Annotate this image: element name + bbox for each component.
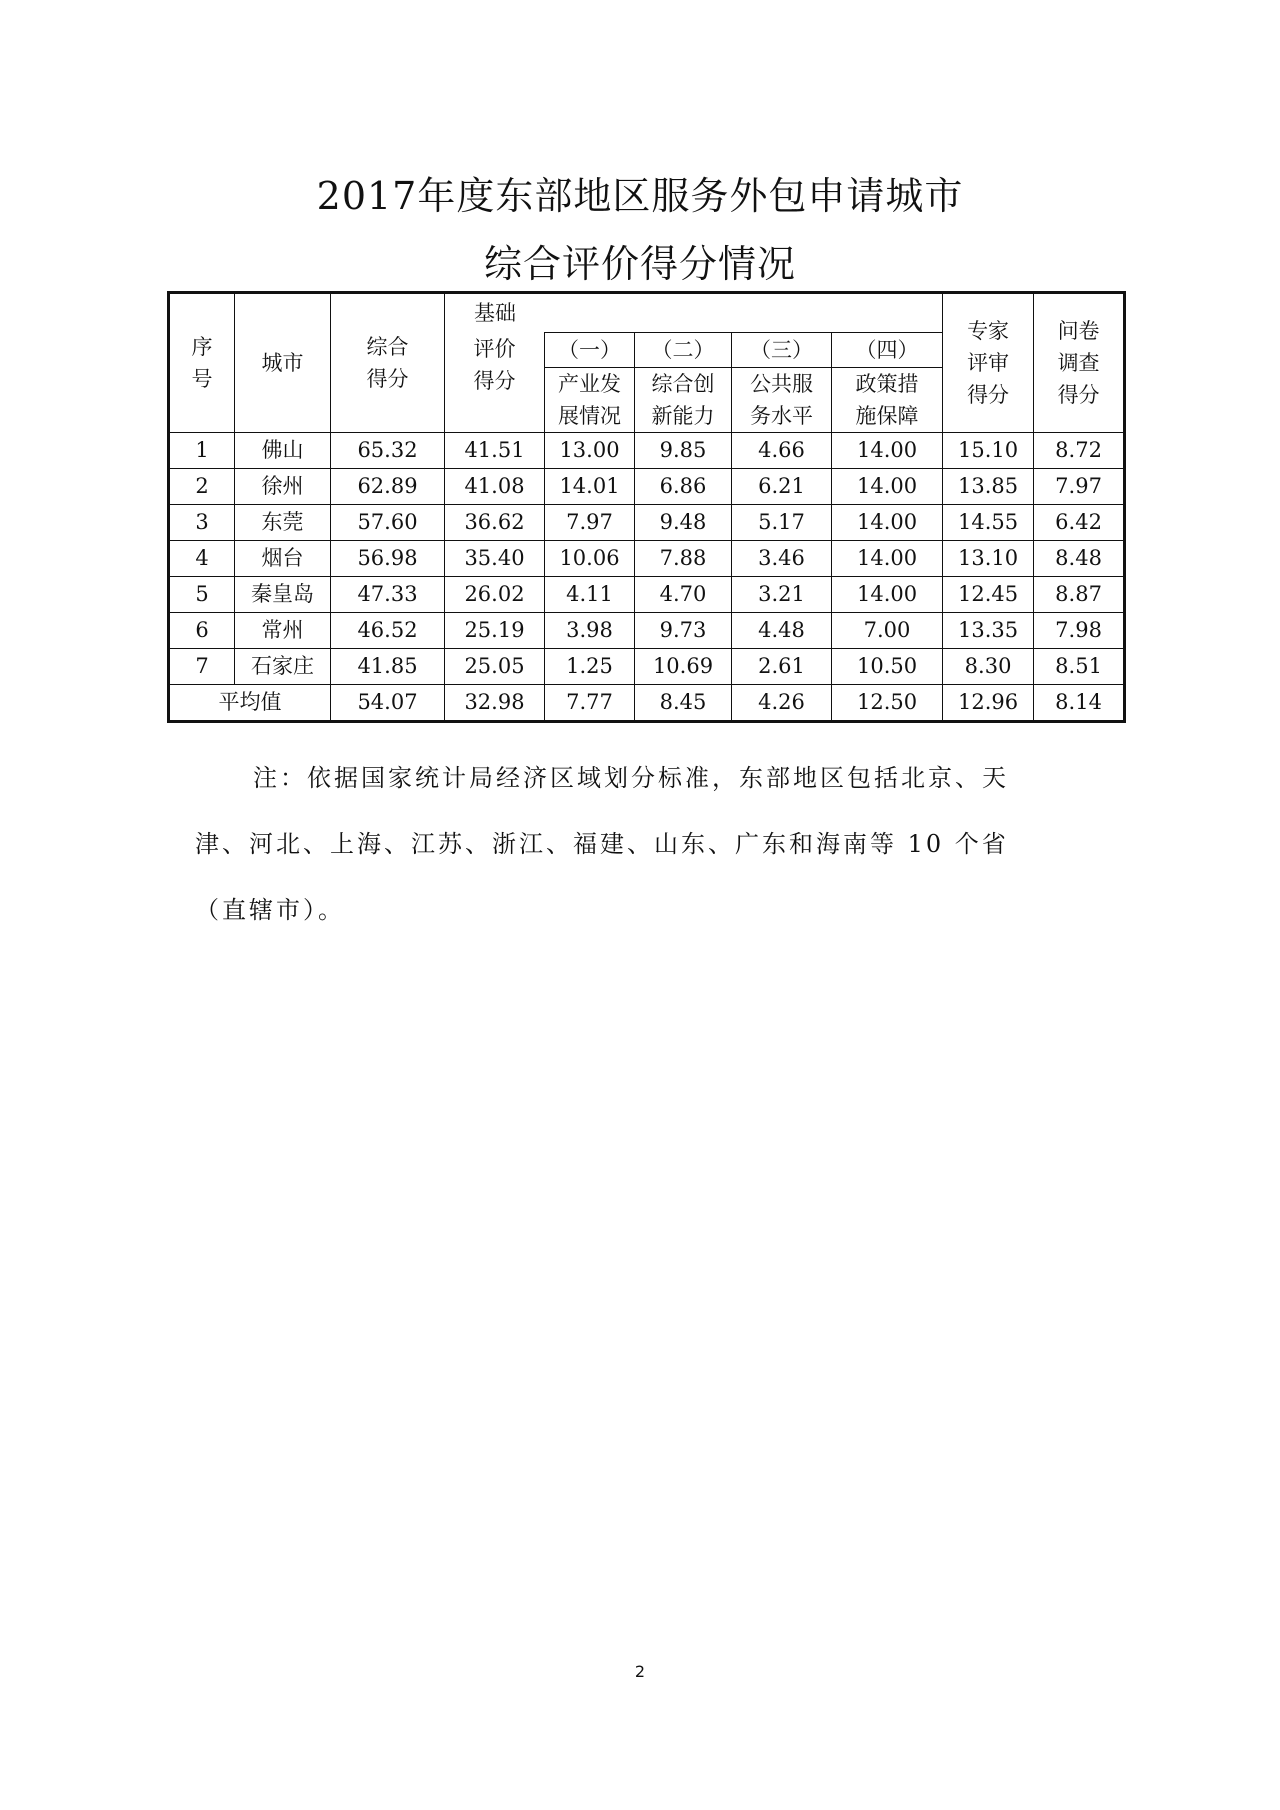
cell-sub1: 10.06 (545, 541, 635, 577)
cell-sub3: 5.17 (732, 505, 832, 541)
cell-sub4: 14.00 (832, 433, 943, 469)
cell-sub3: 3.21 (732, 577, 832, 613)
note-line3: （直辖市）。 (195, 896, 345, 924)
cell-sub4: 14.00 (832, 577, 943, 613)
cell-survey: 7.97 (1034, 469, 1125, 505)
header-basic-line2: 得分 (473, 368, 516, 393)
cell-basic: 25.05 (445, 649, 545, 685)
cell-city: 烟台 (235, 541, 331, 577)
cell-city: 东莞 (235, 505, 331, 541)
cell-seq: 2 (169, 469, 235, 505)
cell-avg-expert: 12.96 (943, 685, 1034, 722)
cell-sub1: 4.11 (545, 577, 635, 613)
header-sub1-line1: 产业发 (558, 372, 621, 396)
city-score-table (167, 291, 1126, 723)
cell-sub4: 14.00 (832, 541, 943, 577)
header-total-line1: 综合 (366, 335, 409, 359)
header-sub3-line2: 务水平 (750, 404, 813, 428)
cell-total: 41.85 (331, 649, 445, 685)
cell-expert: 13.85 (943, 469, 1034, 505)
cell-total: 57.60 (331, 505, 445, 541)
cell-sub3: 4.48 (732, 613, 832, 649)
cell-basic: 26.02 (445, 577, 545, 613)
header-sub1-line2: 展情况 (558, 404, 621, 428)
cell-sub1: 3.98 (545, 613, 635, 649)
header-basic-top: 基础 (474, 301, 516, 325)
header-sub2-line2: 新能力 (651, 404, 715, 428)
cell-basic: 35.40 (445, 541, 545, 577)
cell-survey: 8.51 (1034, 649, 1125, 685)
cell-avg-basic: 32.98 (445, 685, 545, 722)
cell-survey: 8.87 (1034, 577, 1125, 613)
cell-sub3: 3.46 (732, 541, 832, 577)
header-total-line2: 得分 (366, 367, 409, 391)
cell-survey: 6.42 (1034, 505, 1125, 541)
cell-sub4: 14.00 (832, 469, 943, 505)
header-survey-line3: 得分 (1057, 383, 1100, 407)
cell-expert: 13.10 (943, 541, 1034, 577)
cell-city: 秦皇岛 (235, 577, 331, 613)
table-row (169, 469, 1125, 505)
header-expert-line3: 得分 (967, 383, 1010, 407)
cell-total: 62.89 (331, 469, 445, 505)
cell-survey: 7.98 (1034, 613, 1125, 649)
cell-sub3: 6.21 (732, 469, 832, 505)
cell-sub2: 7.88 (635, 541, 732, 577)
table-row (169, 541, 1125, 577)
cell-seq: 3 (169, 505, 235, 541)
cell-sub4: 7.00 (832, 613, 943, 649)
cell-basic: 41.08 (445, 469, 545, 505)
cell-seq: 1 (169, 433, 235, 469)
header-total (331, 293, 445, 433)
cell-city: 佛山 (235, 433, 331, 469)
cell-avg-sub2: 8.45 (635, 685, 732, 722)
cell-expert: 14.55 (943, 505, 1034, 541)
cell-city: 石家庄 (235, 649, 331, 685)
header-sub3-num: （三） (732, 333, 832, 368)
document-title-line1: 2017年度东部地区服务外包申请城市 (316, 174, 964, 218)
table-row (169, 577, 1125, 613)
header-expert-line2: 评审 (967, 351, 1010, 375)
table-row (169, 613, 1125, 649)
cell-total: 47.33 (331, 577, 445, 613)
header-seq-line2: 号 (191, 367, 213, 391)
header-sub2 (635, 368, 732, 433)
document-title-line2: 综合评价得分情况 (483, 242, 796, 286)
table-row (169, 649, 1125, 685)
header-survey-line1: 问卷 (1057, 319, 1100, 343)
header-survey (1034, 293, 1125, 433)
header-basic (445, 333, 545, 433)
header-sub4-line1: 政策措 (855, 372, 919, 396)
header-sub3 (732, 368, 832, 433)
header-sub2-num: （二） (635, 333, 732, 368)
cell-expert: 13.35 (943, 613, 1034, 649)
cell-sub2: 10.69 (635, 649, 732, 685)
header-sub4-num: （四） (832, 333, 943, 368)
header-city-label: 城市 (261, 351, 304, 375)
header-sub1-num: （一） (545, 333, 635, 368)
cell-basic: 25.19 (445, 613, 545, 649)
cell-avg-total: 54.07 (331, 685, 445, 722)
cell-sub2: 6.86 (635, 469, 732, 505)
cell-average-label: 平均值 (169, 685, 331, 722)
header-seq-line1: 序 (191, 335, 213, 359)
cell-seq: 6 (169, 613, 235, 649)
average-row (169, 685, 1125, 722)
header-seq (169, 293, 235, 433)
cell-sub2: 9.85 (635, 433, 732, 469)
cell-expert: 12.45 (943, 577, 1034, 613)
cell-sub3: 2.61 (732, 649, 832, 685)
cell-expert: 15.10 (943, 433, 1034, 469)
cell-sub1: 7.97 (545, 505, 635, 541)
header-sub3-line1: 公共服 (750, 372, 813, 396)
header-expert-line1: 专家 (967, 319, 1010, 343)
cell-expert: 8.30 (943, 649, 1034, 685)
cell-sub2: 9.48 (635, 505, 732, 541)
header-city (235, 293, 331, 433)
cell-sub1: 1.25 (545, 649, 635, 685)
header-expert (943, 293, 1034, 433)
cell-avg-survey: 8.14 (1034, 685, 1125, 722)
cell-sub4: 14.00 (832, 505, 943, 541)
note-line1: 注：依据国家统计局经济区域划分标准，东部地区包括北京、天 (253, 764, 1009, 792)
cell-city: 常州 (235, 613, 331, 649)
cell-city: 徐州 (235, 469, 331, 505)
header-sub1 (545, 368, 635, 433)
header-sub2-line1: 综合创 (651, 372, 715, 396)
cell-avg-sub1: 7.77 (545, 685, 635, 722)
cell-sub2: 4.70 (635, 577, 732, 613)
cell-survey: 8.72 (1034, 433, 1125, 469)
cell-total: 56.98 (331, 541, 445, 577)
cell-sub1: 13.00 (545, 433, 635, 469)
cell-sub4: 10.50 (832, 649, 943, 685)
cell-sub3: 4.66 (732, 433, 832, 469)
cell-avg-sub3: 4.26 (732, 685, 832, 722)
header-basic-group (445, 293, 943, 333)
cell-sub1: 14.01 (545, 469, 635, 505)
header-survey-line2: 调查 (1057, 351, 1100, 375)
header-sub4 (832, 368, 943, 433)
cell-total: 65.32 (331, 433, 445, 469)
cell-basic: 36.62 (445, 505, 545, 541)
cell-seq: 5 (169, 577, 235, 613)
table-row (169, 505, 1125, 541)
cell-seq: 7 (169, 649, 235, 685)
table-row (169, 433, 1125, 469)
page-number: 2 (634, 1662, 646, 1681)
header-basic-line1: 评价 (473, 336, 516, 361)
cell-survey: 8.48 (1034, 541, 1125, 577)
cell-basic: 41.51 (445, 433, 545, 469)
cell-seq: 4 (169, 541, 235, 577)
header-sub4-line2: 施保障 (855, 404, 919, 428)
note-line2: 津、河北、上海、江苏、浙江、福建、山东、广东和海南等 10 个省 (195, 830, 1009, 858)
cell-total: 46.52 (331, 613, 445, 649)
cell-sub2: 9.73 (635, 613, 732, 649)
cell-avg-sub4: 12.50 (832, 685, 943, 722)
